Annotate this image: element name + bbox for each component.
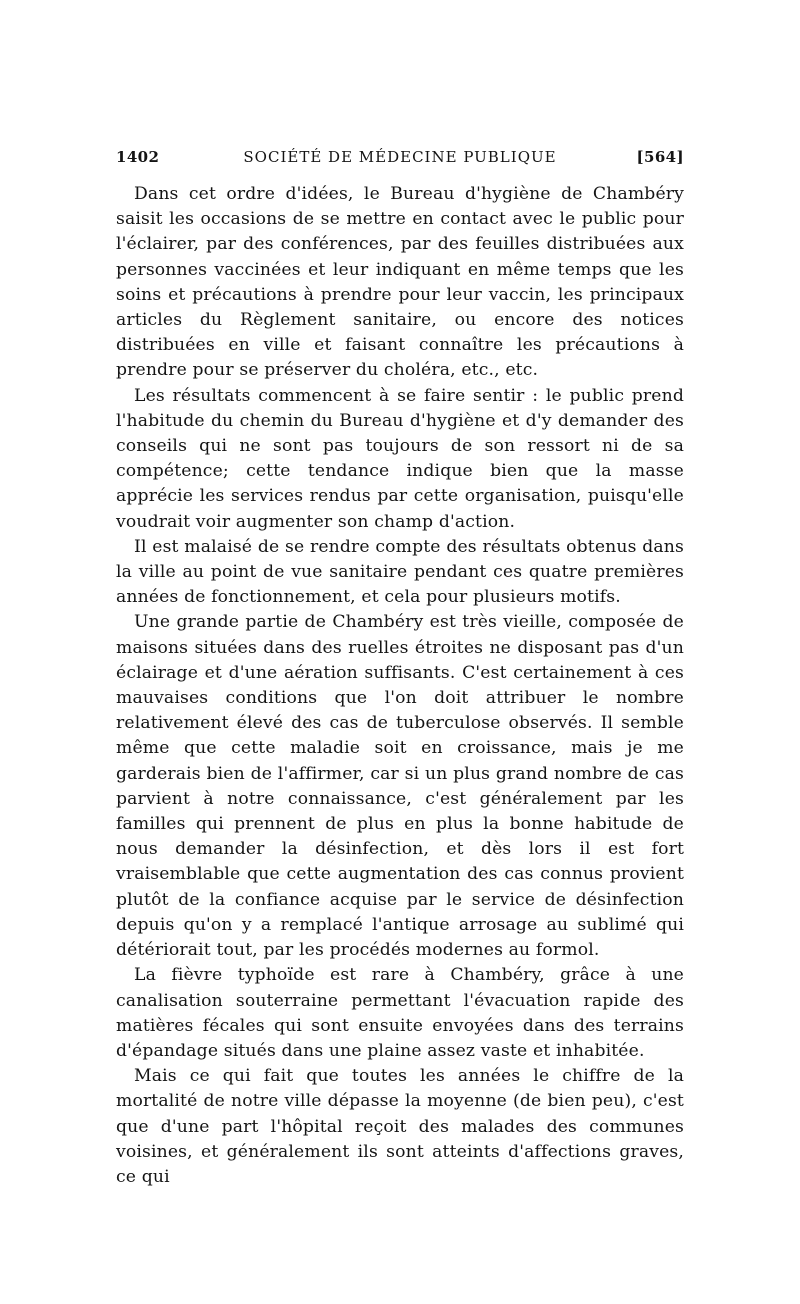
paragraph-3: Il est malaisé de se rendre compte des résultats obtenus dans la ville au point de vue sanitaire pendant ces quatre premières années de fonctionnement, et cela pour plusieurs motifs.	[116, 536, 684, 608]
book-page	[116, 146, 684, 1190]
running-head	[116, 146, 684, 172]
paragraph-6: Mais ce qui fait que toutes les années le chiffre de la mortalité de notre ville dépasse la moyenne (de bien peu), c'est que d'une part l'hôpital reçoit des malades des communes voisines, et généralement ils sont atteints d'affections graves, ce qui	[116, 1066, 684, 1187]
paragraph-5: La fièvre typhoïde est rare à Chambéry, grâce à une canalisation souterraine permettant l'évacuation rapide des matières fécales qui sont ensuite envoyées dans des terrains d'épandage situés dans une plaine assez vaste et inhabitée.	[116, 965, 684, 1061]
bracket-page-number: [564]	[636, 148, 684, 166]
paragraph-4: Une grande partie de Chambéry est très vieille, composée de maisons situées dans des ruelles étroites ne disposant pas d'un éclairage et d'une aération suffisants. C'est certainement à ces mauvaises conditions que l'on doit attribuer le nombre relativement élevé des cas de tuberculose observés. Il semble même que cette maladie soit en croissance, mais je me garderais bien de l'affirmer, car si un plus grand nombre de cas parvient à notre connaissance, c'est généralement par les familles qui prennent de plus en plus la bonne habitude de nous demander la désinfection, et dès lors il est fort vraisemblable que cette augmentation des cas connus provient plutôt de la confiance acquise par le service de désinfection depuis qu'on y a remplacé l'antique arrosage au sublimé qui détériorait tout, par les procédés modernes au formol.	[116, 612, 684, 961]
body-text	[116, 182, 684, 1190]
paragraph-1: Dans cet ordre d'idées, le Bureau d'hygiène de Chambéry saisit les occasions de se mettre en contact avec le public pour l'éclairer, par des conférences, par des feuilles distribuées aux personnes vaccinées et leur indiquant en même temps que les soins et précautions à prendre pour leur vaccin, les principaux articles du Règlement sanitaire, ou encore des notices distribuées en ville et faisant connaître les précautions à prendre pour se préserver du choléra, etc., etc.	[116, 184, 684, 381]
paragraph-2: Les résultats commencent à se faire sentir : le public prend l'habitude du chemin du Bureau d'hygiène et d'y demander des conseils qui ne sont pas toujours de son ressort ni de sa compétence; cette tendance indique bien que la masse apprécie les services rendus par cette organisation, puisqu'elle voudrait voir augmenter son champ d'action.	[116, 385, 684, 532]
page-number: 1402	[116, 148, 160, 166]
running-title: SOCIÉTÉ DE MÉDECINE PUBLIQUE	[243, 148, 557, 166]
